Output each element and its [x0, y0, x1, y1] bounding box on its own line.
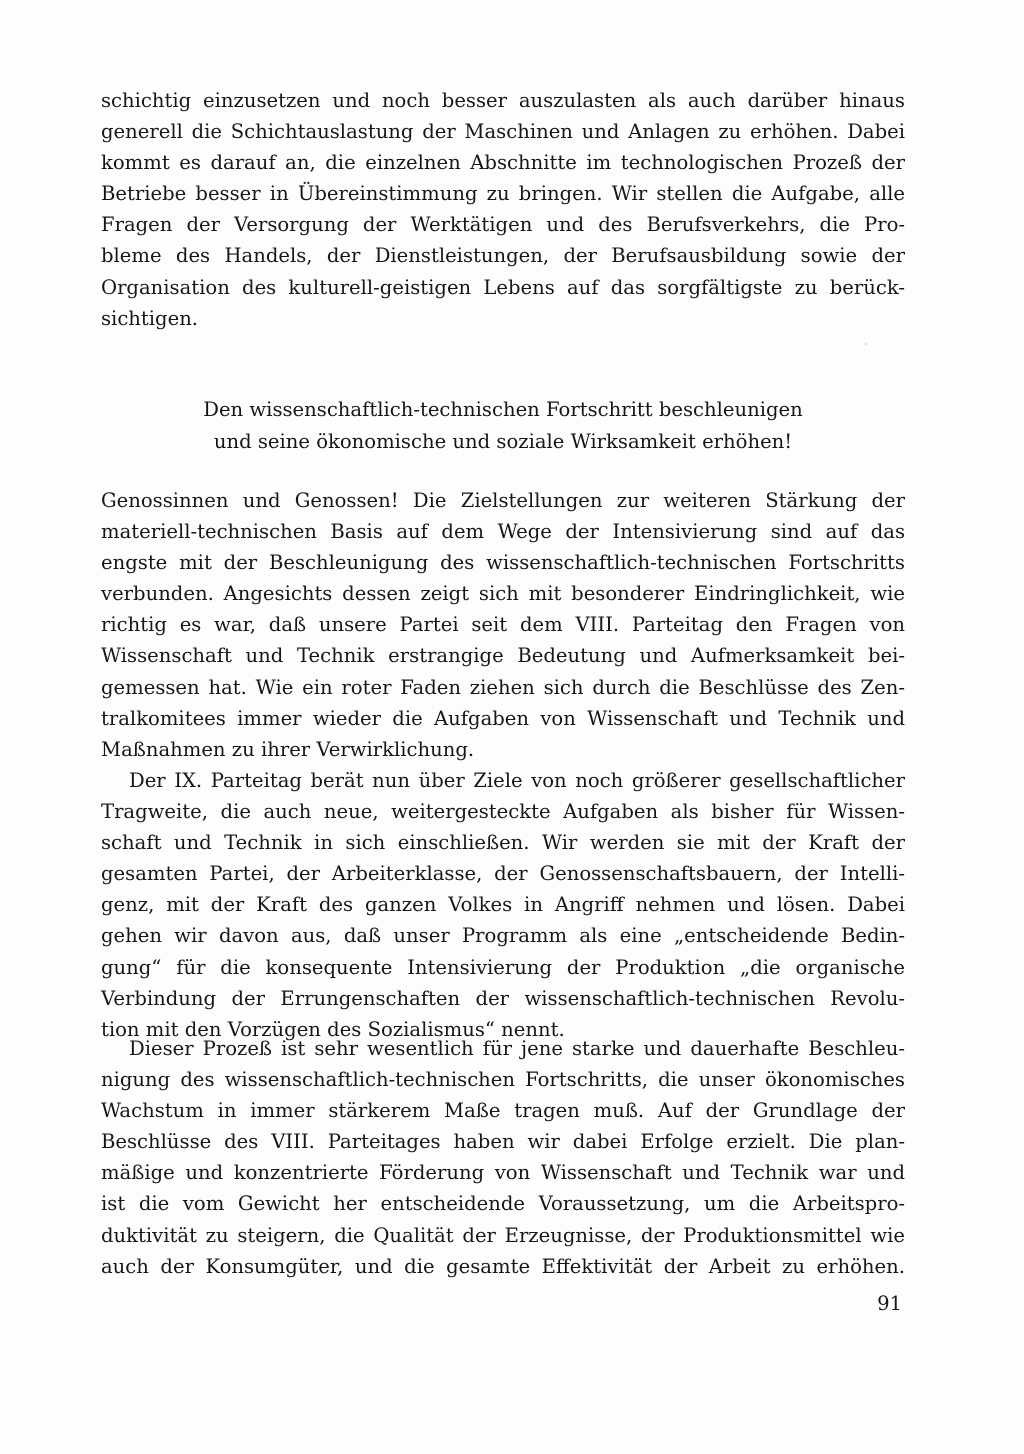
- text-line: Beschlüsse des VIII. Parteitages haben wir dabei Erfolge erzielt. Die plan-: [101, 1130, 905, 1154]
- text-line: gesamten Partei, der Arbeiterklasse, der Genossenschaftsbauern, der Intelli-: [101, 862, 905, 886]
- text-line: Fragen der Versorgung der Werktätigen und des Berufsverkehrs, die Pro-: [101, 213, 905, 237]
- text-line: Maßnahmen zu ihrer Verwirklichung.: [101, 737, 475, 761]
- text-line: Organisation des kulturell-geistigen Lebens auf das sorgfältigste zu berück-: [101, 275, 905, 299]
- text-line: schichtig einzusetzen und noch besser auszulasten als auch darüber hinaus: [101, 89, 905, 112]
- text-line: Genossinnen und Genossen! Die Zielstellungen zur weiteren Stärkung der: [101, 489, 905, 512]
- text-line: Wachstum in immer stärkerem Maße tragen muß. Auf der Grundlage der: [101, 1099, 905, 1123]
- text-line: auch der Konsumgüter, und die gesamte Effektivität der Arbeit zu erhöhen.: [101, 1254, 905, 1278]
- text-line: ist die vom Gewicht her entscheidende Voraussetzung, um die Arbeitspro-: [101, 1192, 905, 1216]
- text-line: bleme des Handels, der Dienstleistungen, der Berufsausbildung sowie der: [101, 244, 905, 268]
- text-line: duktivität zu steigern, die Qualität der Erzeugnisse, der Produktionsmittel wie: [101, 1223, 905, 1247]
- page-number: 91: [877, 1292, 902, 1315]
- paragraph-3: [101, 1033, 905, 1282]
- text-line: Dieser Prozeß ist sehr wesentlich für jene starke und dauerhafte Beschleu-: [129, 1037, 905, 1060]
- text-line: Tragweite, die auch neue, weitergesteckte Aufgaben als bisher für Wissen-: [101, 800, 905, 824]
- scan-speck: [865, 343, 867, 345]
- text-line: generell die Schichtauslastung der Maschinen und Anlagen zu erhöhen. Dabei: [101, 120, 905, 144]
- text-line: engste mit der Beschleunigung des wissenschaftlich-technischen Fortschritts: [101, 551, 905, 575]
- text-line: kommt es darauf an, die einzelnen Abschnitte im technologischen Prozeß der: [101, 151, 905, 175]
- text-line: tion mit den Vorzügen des Sozialismus“ nennt.: [101, 1017, 565, 1041]
- text-line: gemessen hat. Wie ein roter Faden ziehen sich durch die Beschlüsse des Zen-: [101, 675, 905, 699]
- paragraph-1: [101, 485, 905, 765]
- text-line: tralkomitees immer wieder die Aufgaben von Wissenschaft und Technik und: [101, 706, 905, 730]
- text-line: Verbindung der Errungenschaften der wissenschaftlich-technischen Revolu-: [101, 986, 905, 1010]
- text-line: Wissenschaft und Technik erstrangige Bedeutung und Aufmerksamkeit bei-: [101, 644, 905, 668]
- paragraph-2: [101, 765, 905, 1045]
- text-line: Der IX. Parteitag berät nun über Ziele von noch größerer gesellschaftlicher: [129, 769, 905, 792]
- text-line: sichtigen.: [101, 306, 199, 330]
- text-line: verbunden. Angesichts dessen zeigt sich mit besonderer Eindringlichkeit, wie: [101, 582, 905, 606]
- paragraph-top: [101, 85, 905, 334]
- text-line: mäßige und konzentrierte Förderung von Wissenschaft und Technik war und: [101, 1161, 905, 1185]
- section-heading: [101, 394, 905, 457]
- text-line: richtig es war, daß unsere Partei seit dem VIII. Parteitag den Fragen von: [101, 613, 905, 637]
- text-line: nigung des wissenschaftlich-technischen Fortschritts, die unser ökonomisches: [101, 1068, 905, 1092]
- text-line: gehen wir davon aus, daß unser Programm als eine „entscheidende Bedin-: [101, 924, 905, 948]
- text-line: materiell-technischen Basis auf dem Wege der Intensivierung sind auf das: [101, 520, 905, 544]
- text-line: gung“ für die konsequente Intensivierung der Produktion „die organische: [101, 955, 905, 979]
- heading-line: und seine ökonomische und soziale Wirksamkeit erhöhen!: [213, 429, 793, 453]
- text-line: Betriebe besser in Übereinstimmung zu bringen. Wir stellen die Aufgabe, alle: [101, 182, 905, 206]
- text-line: genz, mit der Kraft des ganzen Volkes in Angriff nehmen und lösen. Dabei: [101, 893, 905, 917]
- heading-line: Den wissenschaftlich-technischen Fortschritt beschleunigen: [203, 398, 803, 421]
- text-line: schaft und Technik in sich einschließen. Wir werden sie mit der Kraft der: [101, 831, 905, 855]
